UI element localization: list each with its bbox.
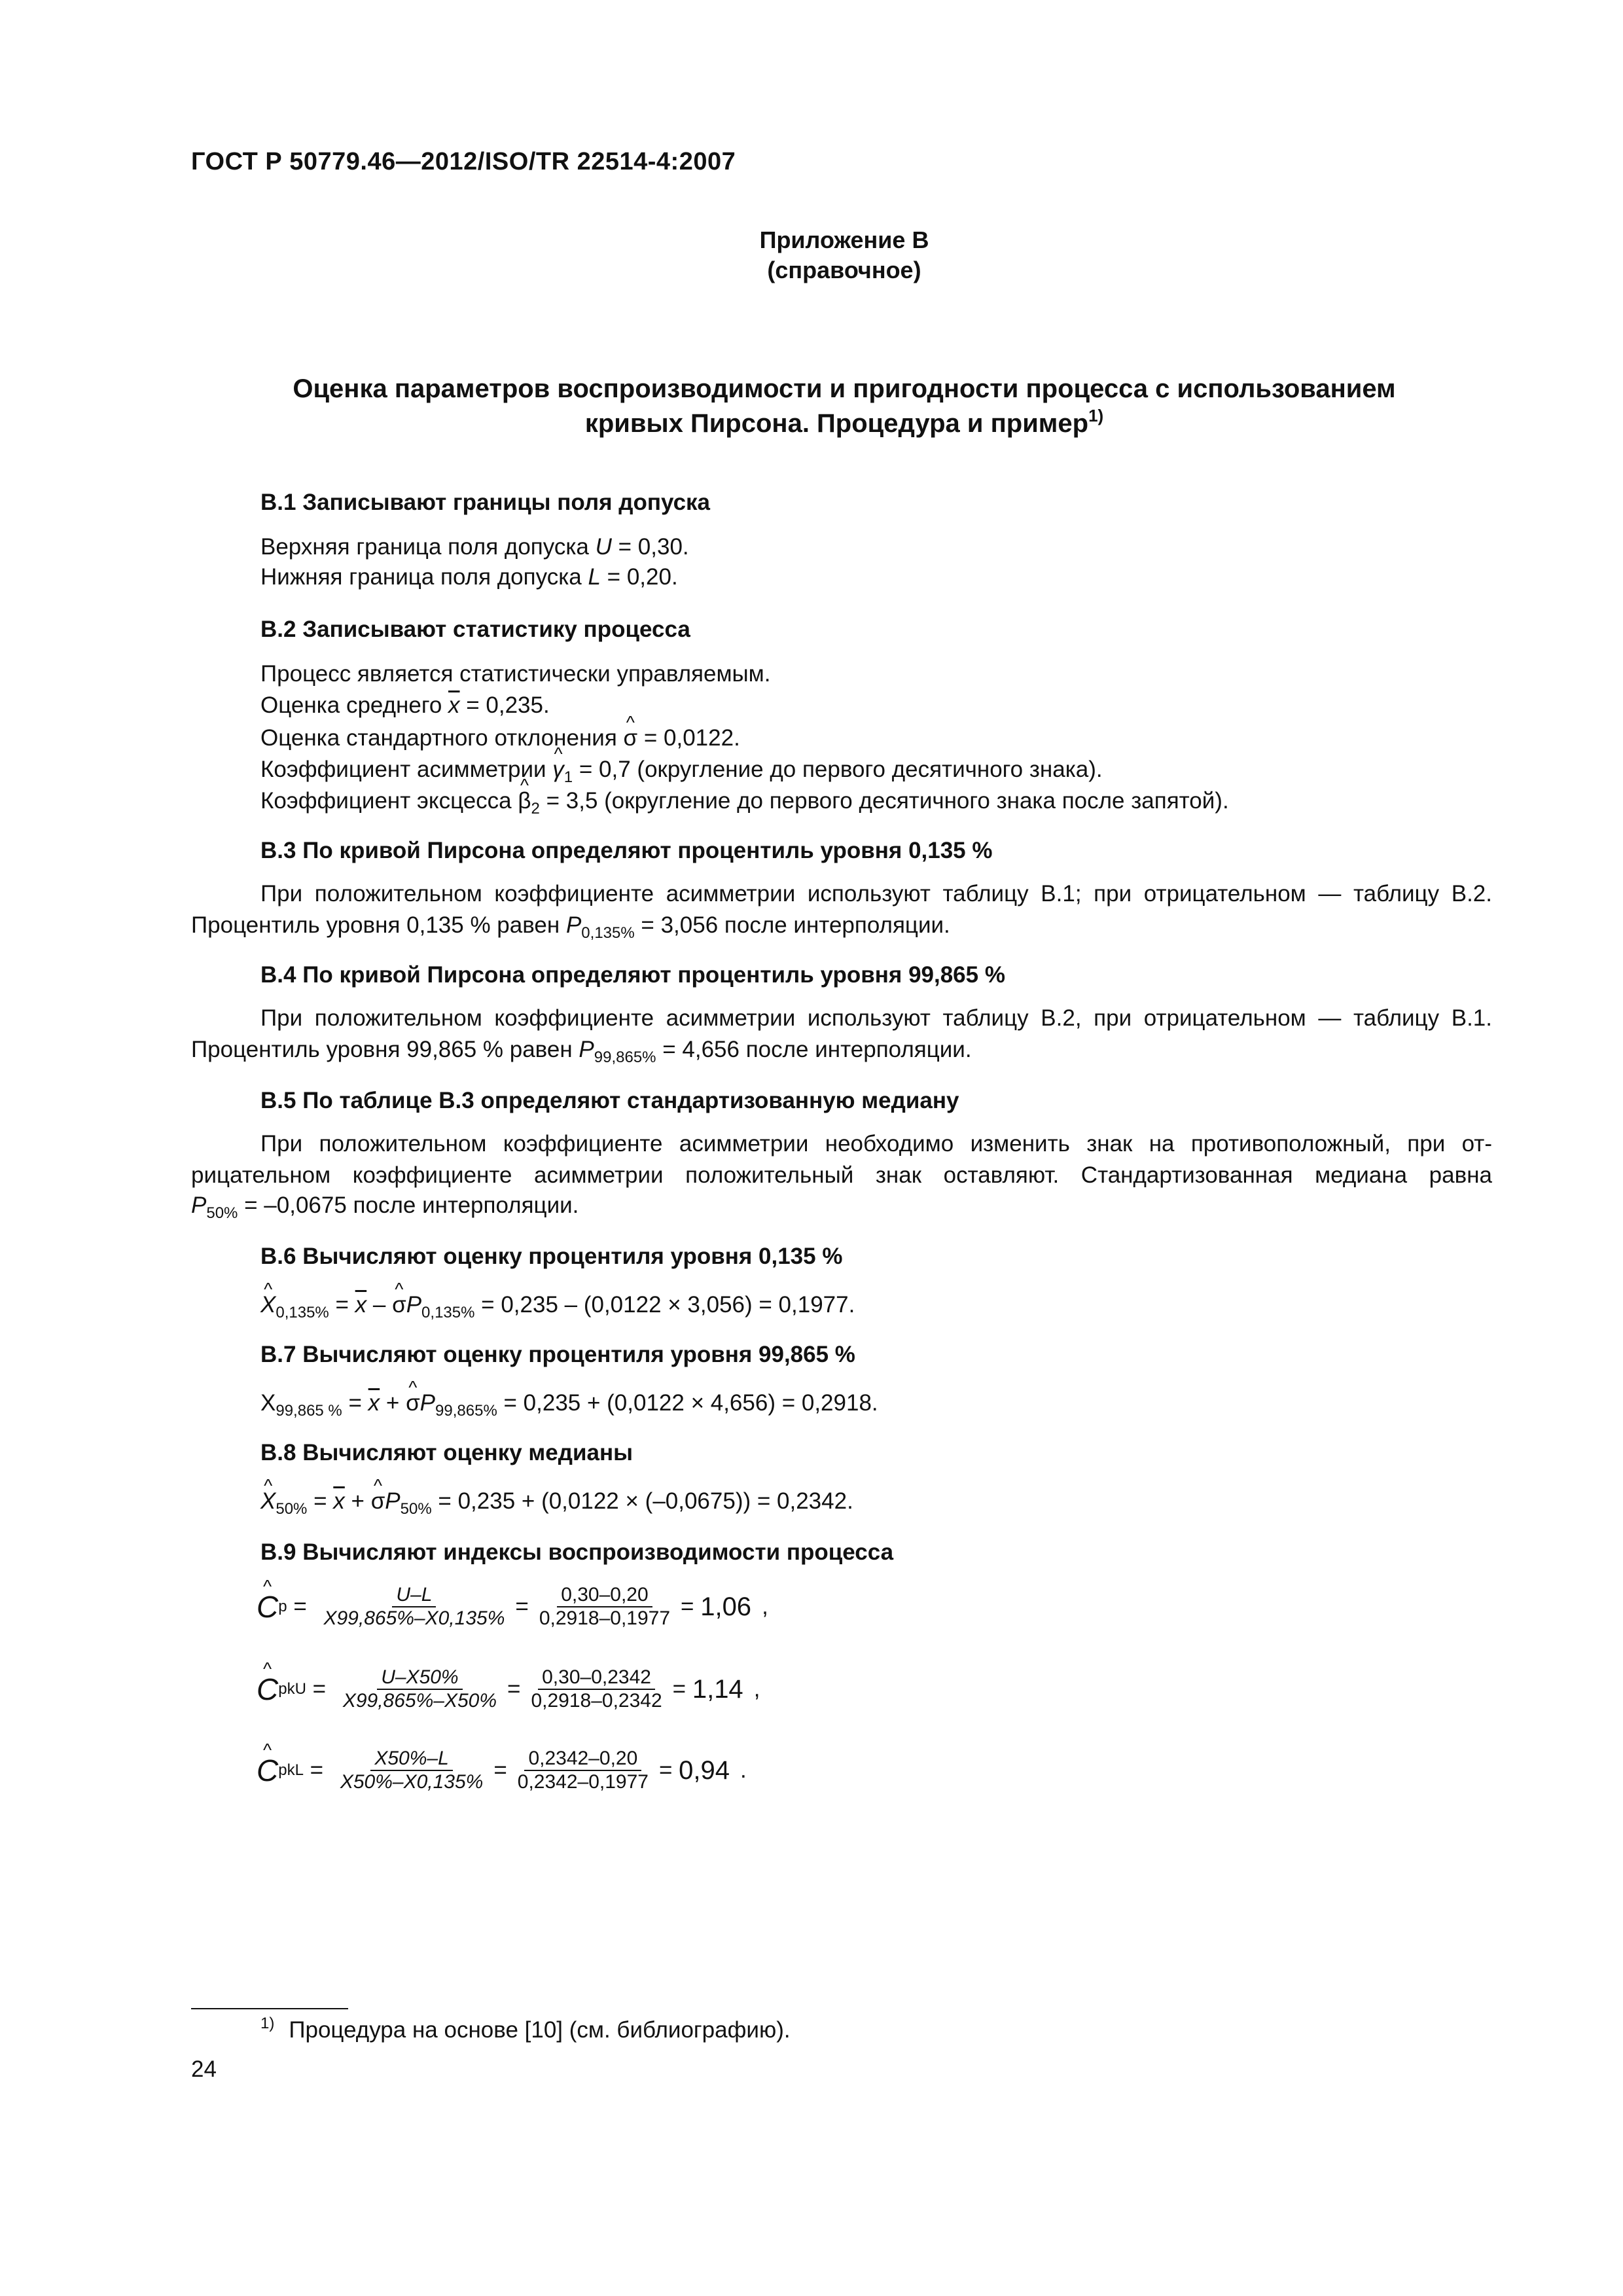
cp-equation — [257, 1584, 768, 1630]
subscript: 50% — [206, 1204, 238, 1222]
symbol-p: P — [565, 912, 582, 938]
subscript: 0,135% — [421, 1304, 475, 1321]
cpkl-equation — [257, 1748, 747, 1793]
text: + — [380, 1390, 406, 1416]
symbol-l: L — [588, 564, 601, 590]
symbol-c-hat: ^ C — [257, 1589, 278, 1624]
numeric-fraction — [535, 1584, 674, 1630]
text: = 0,235. — [459, 692, 550, 718]
text: = 0,7 (округление до первого десятичного знака). — [573, 757, 1103, 782]
text: Коэффициент эксцесса — [260, 788, 518, 814]
cpkl-result: 0,94 — [679, 1755, 730, 1785]
b4-percentile-line — [191, 1037, 972, 1067]
text: = 3,5 (округление до первого десятичного знака после запятой). — [539, 788, 1229, 814]
appendix-title: Приложение В — [759, 226, 929, 253]
section-heading-b8: В.8 Вычисляют оценку медианы — [260, 1440, 633, 1465]
equals-sign: = — [507, 1676, 521, 1702]
numerator: 0,30–0,2342 — [538, 1666, 655, 1690]
symbol-sigma-hat: ^ σ — [406, 1390, 420, 1416]
cpku-result: 1,14 — [692, 1674, 743, 1704]
section-heading-b5: В.5 По таблице В.3 определяют стандартизованную медиану — [260, 1088, 959, 1113]
skewness-line — [260, 757, 1103, 787]
equals-sign: = — [493, 1757, 507, 1783]
numerator: U–X50% — [377, 1666, 462, 1690]
symbol-x-bar: $\overline{x}$ — [448, 692, 460, 718]
subscript: pkU — [278, 1680, 306, 1698]
section-heading-b2: В.2 Записывают статистику процесса — [260, 617, 690, 642]
text: Нижняя граница поля допуска — [260, 564, 588, 590]
document-title-line1: Оценка параметров воспроизводимости и пригодности процесса с использованием — [293, 374, 1396, 403]
subscript: 1 — [563, 768, 573, 786]
text: = –0,0675 после интерполяции. — [238, 1193, 579, 1218]
numerator: 0,30–0,20 — [557, 1584, 652, 1607]
subscript: 0,135% — [581, 924, 635, 942]
subscript: 99,865% — [594, 1049, 656, 1066]
denominator: 0,2918–0,2342 — [531, 1690, 662, 1712]
symbol-c-hat: ^ C — [257, 1672, 278, 1707]
symbol-gamma-hat: ^ γ — [552, 757, 564, 783]
page-number: 24 — [191, 2056, 217, 2082]
symbol-p: P — [579, 1037, 594, 1062]
symbol-x-hat: ^ X — [260, 1488, 276, 1515]
text: = 0,235 + (0,0122 × (–0,0675)) = 0,2342. — [431, 1488, 853, 1514]
denominator: X99,865%–X0,135% — [323, 1607, 505, 1629]
b5-paragraph-line1: При положительном коэффициенте асимметрии необходимо изменить знак на противоположный, при от- — [260, 1131, 1492, 1157]
symbol-x-hat: ^ X — [260, 1292, 276, 1318]
text: + — [344, 1488, 371, 1514]
appendix-type: (справочное) — [767, 257, 921, 283]
text: = 0,0122. — [637, 725, 740, 751]
section-heading-b6: В.6 Вычисляют оценку процентиля уровня 0,135 % — [260, 1244, 843, 1269]
b5-paragraph-line2: рицательном коэффициенте асимметрии положительный знак оставляют. Стандартизованная медиана равна — [191, 1162, 1492, 1188]
b5-median-line — [191, 1193, 579, 1223]
title-text: кривых Пирсона. Процедура и пример — [584, 409, 1089, 438]
footnote — [260, 2015, 791, 2043]
text: = 3,056 после интерполяции. — [634, 912, 950, 938]
section-heading-b9: В.9 Вычисляют индексы воспроизводимости процесса — [260, 1539, 894, 1565]
cp-result: 1,06 — [700, 1592, 752, 1621]
text: = 4,656 после интерполяции. — [656, 1037, 972, 1062]
numeric-fraction — [527, 1666, 666, 1712]
subscript: 50% — [400, 1500, 432, 1518]
symbol-p: P — [191, 1193, 207, 1218]
subscript: p — [278, 1598, 287, 1615]
kurtosis-line — [260, 788, 1229, 818]
section-heading-b7: В.7 Вычисляют оценку процентиля уровня 99,865 % — [260, 1342, 855, 1367]
upper-limit-line — [260, 534, 689, 560]
symbol-beta-hat: ^ β — [518, 788, 531, 814]
equals-sign: = — [306, 1676, 332, 1702]
text: = — [329, 1292, 355, 1318]
symbol-x-bar: $\overline{x}$ — [368, 1390, 380, 1416]
punctuation: . — [740, 1757, 747, 1783]
lower-limit-line — [260, 564, 678, 590]
denominator: 0,2342–0,1977 — [517, 1771, 649, 1793]
symbol-p: P — [419, 1390, 436, 1416]
text: Верхняя граница поля допуска — [260, 534, 596, 560]
equals-sign: = — [303, 1757, 330, 1783]
b8-equation — [260, 1488, 853, 1518]
equals-sign: = — [287, 1594, 313, 1619]
standard-header: ГОСТ Р 50779.46—2012/ISO/TR 22514-4:2007 — [191, 148, 736, 175]
footnote-mark: 1) — [260, 2015, 275, 2032]
formula-fraction — [319, 1584, 508, 1630]
subscript: 2 — [531, 800, 540, 817]
symbol-p: P — [385, 1488, 401, 1514]
equals-sign: = — [672, 1676, 692, 1702]
text: = 0,20. — [600, 564, 678, 590]
subscript: 0,135% — [276, 1304, 329, 1321]
symbol-sigma-hat: ^ σ — [392, 1292, 406, 1318]
b3-paragraph-line1: При положительном коэффициенте асимметрии используют таблицу В.1; при отрицательном — таблицу В.2. — [260, 881, 1492, 906]
text: Оценка стандартного отклонения — [260, 725, 624, 751]
symbol-p: P — [406, 1292, 422, 1318]
punctuation: , — [753, 1676, 760, 1702]
numerator: X50%–L — [370, 1748, 452, 1771]
numerator: U–L — [392, 1584, 436, 1607]
formula-fraction — [339, 1666, 501, 1712]
text: = 0,235 + (0,0122 × 4,656) = 0,2918. — [497, 1390, 878, 1416]
subscript: 99,865% — [435, 1402, 497, 1420]
subscript: pkL — [278, 1761, 304, 1779]
text: Процентиль уровня 0,135 % равен — [191, 912, 566, 938]
text: = 0,30. — [611, 534, 689, 560]
equals-sign: = — [515, 1594, 529, 1619]
text: = — [342, 1390, 368, 1416]
subscript: 99,865 % — [276, 1402, 342, 1420]
symbol-x-bar: $\overline{x}$ — [355, 1292, 367, 1318]
b3-percentile-line — [191, 912, 950, 942]
document-title-line2 — [0, 406, 1623, 439]
numerator: 0,2342–0,20 — [524, 1748, 641, 1771]
cpku-equation — [257, 1666, 760, 1712]
section-heading-b1: В.1 Записывают границы поля допуска — [260, 490, 711, 515]
text: Оценка среднего — [260, 692, 449, 718]
b6-equation — [260, 1292, 855, 1322]
formula-fraction — [336, 1748, 488, 1793]
subscript: 50% — [276, 1500, 308, 1518]
b7-equation — [260, 1390, 878, 1420]
symbol-x-bar: $\overline{x}$ — [333, 1488, 345, 1514]
text: = 0,235 – (0,0122 × 3,056) = 0,1977. — [474, 1292, 855, 1318]
symbol-c-hat: ^ C — [257, 1753, 278, 1788]
symbol-u: U — [595, 534, 612, 560]
footnote-divider — [191, 2008, 348, 2009]
denominator: 0,2918–0,1977 — [539, 1607, 671, 1629]
b4-paragraph-line1: При положительном коэффициенте асимметрии используют таблицу В.2, при отрицательном — таблицу В.1. — [260, 1005, 1492, 1031]
punctuation: , — [762, 1594, 768, 1619]
std-estimate-line — [260, 725, 740, 751]
symbol-sigma-hat: ^ σ — [371, 1488, 385, 1515]
text: Процентиль уровня 99,865 % равен — [191, 1037, 579, 1062]
text: Коэффициент асимметрии — [260, 757, 553, 782]
process-controlled-line: Процесс является статистически управляемым. — [260, 661, 771, 687]
text: – — [366, 1292, 393, 1318]
symbol-sigma-hat: ^ σ — [624, 725, 638, 751]
section-heading-b3: В.3 По кривой Пирсона определяют процентиль уровня 0,135 % — [260, 838, 993, 863]
equals-sign: = — [681, 1594, 701, 1619]
symbol-x: X — [260, 1390, 276, 1416]
numeric-fraction — [514, 1748, 652, 1793]
mean-estimate-line — [260, 692, 550, 719]
denominator: X50%–X0,135% — [340, 1771, 484, 1793]
denominator: X99,865%–X50% — [342, 1690, 497, 1712]
footnote-text: Процедура на основе [10] (см. библиографию). — [289, 2017, 791, 2043]
equals-sign: = — [658, 1757, 679, 1783]
footnote-reference: 1) — [1088, 406, 1104, 425]
text: = — [307, 1488, 334, 1514]
section-heading-b4: В.4 По кривой Пирсона определяют процентиль уровня 99,865 % — [260, 962, 1005, 988]
